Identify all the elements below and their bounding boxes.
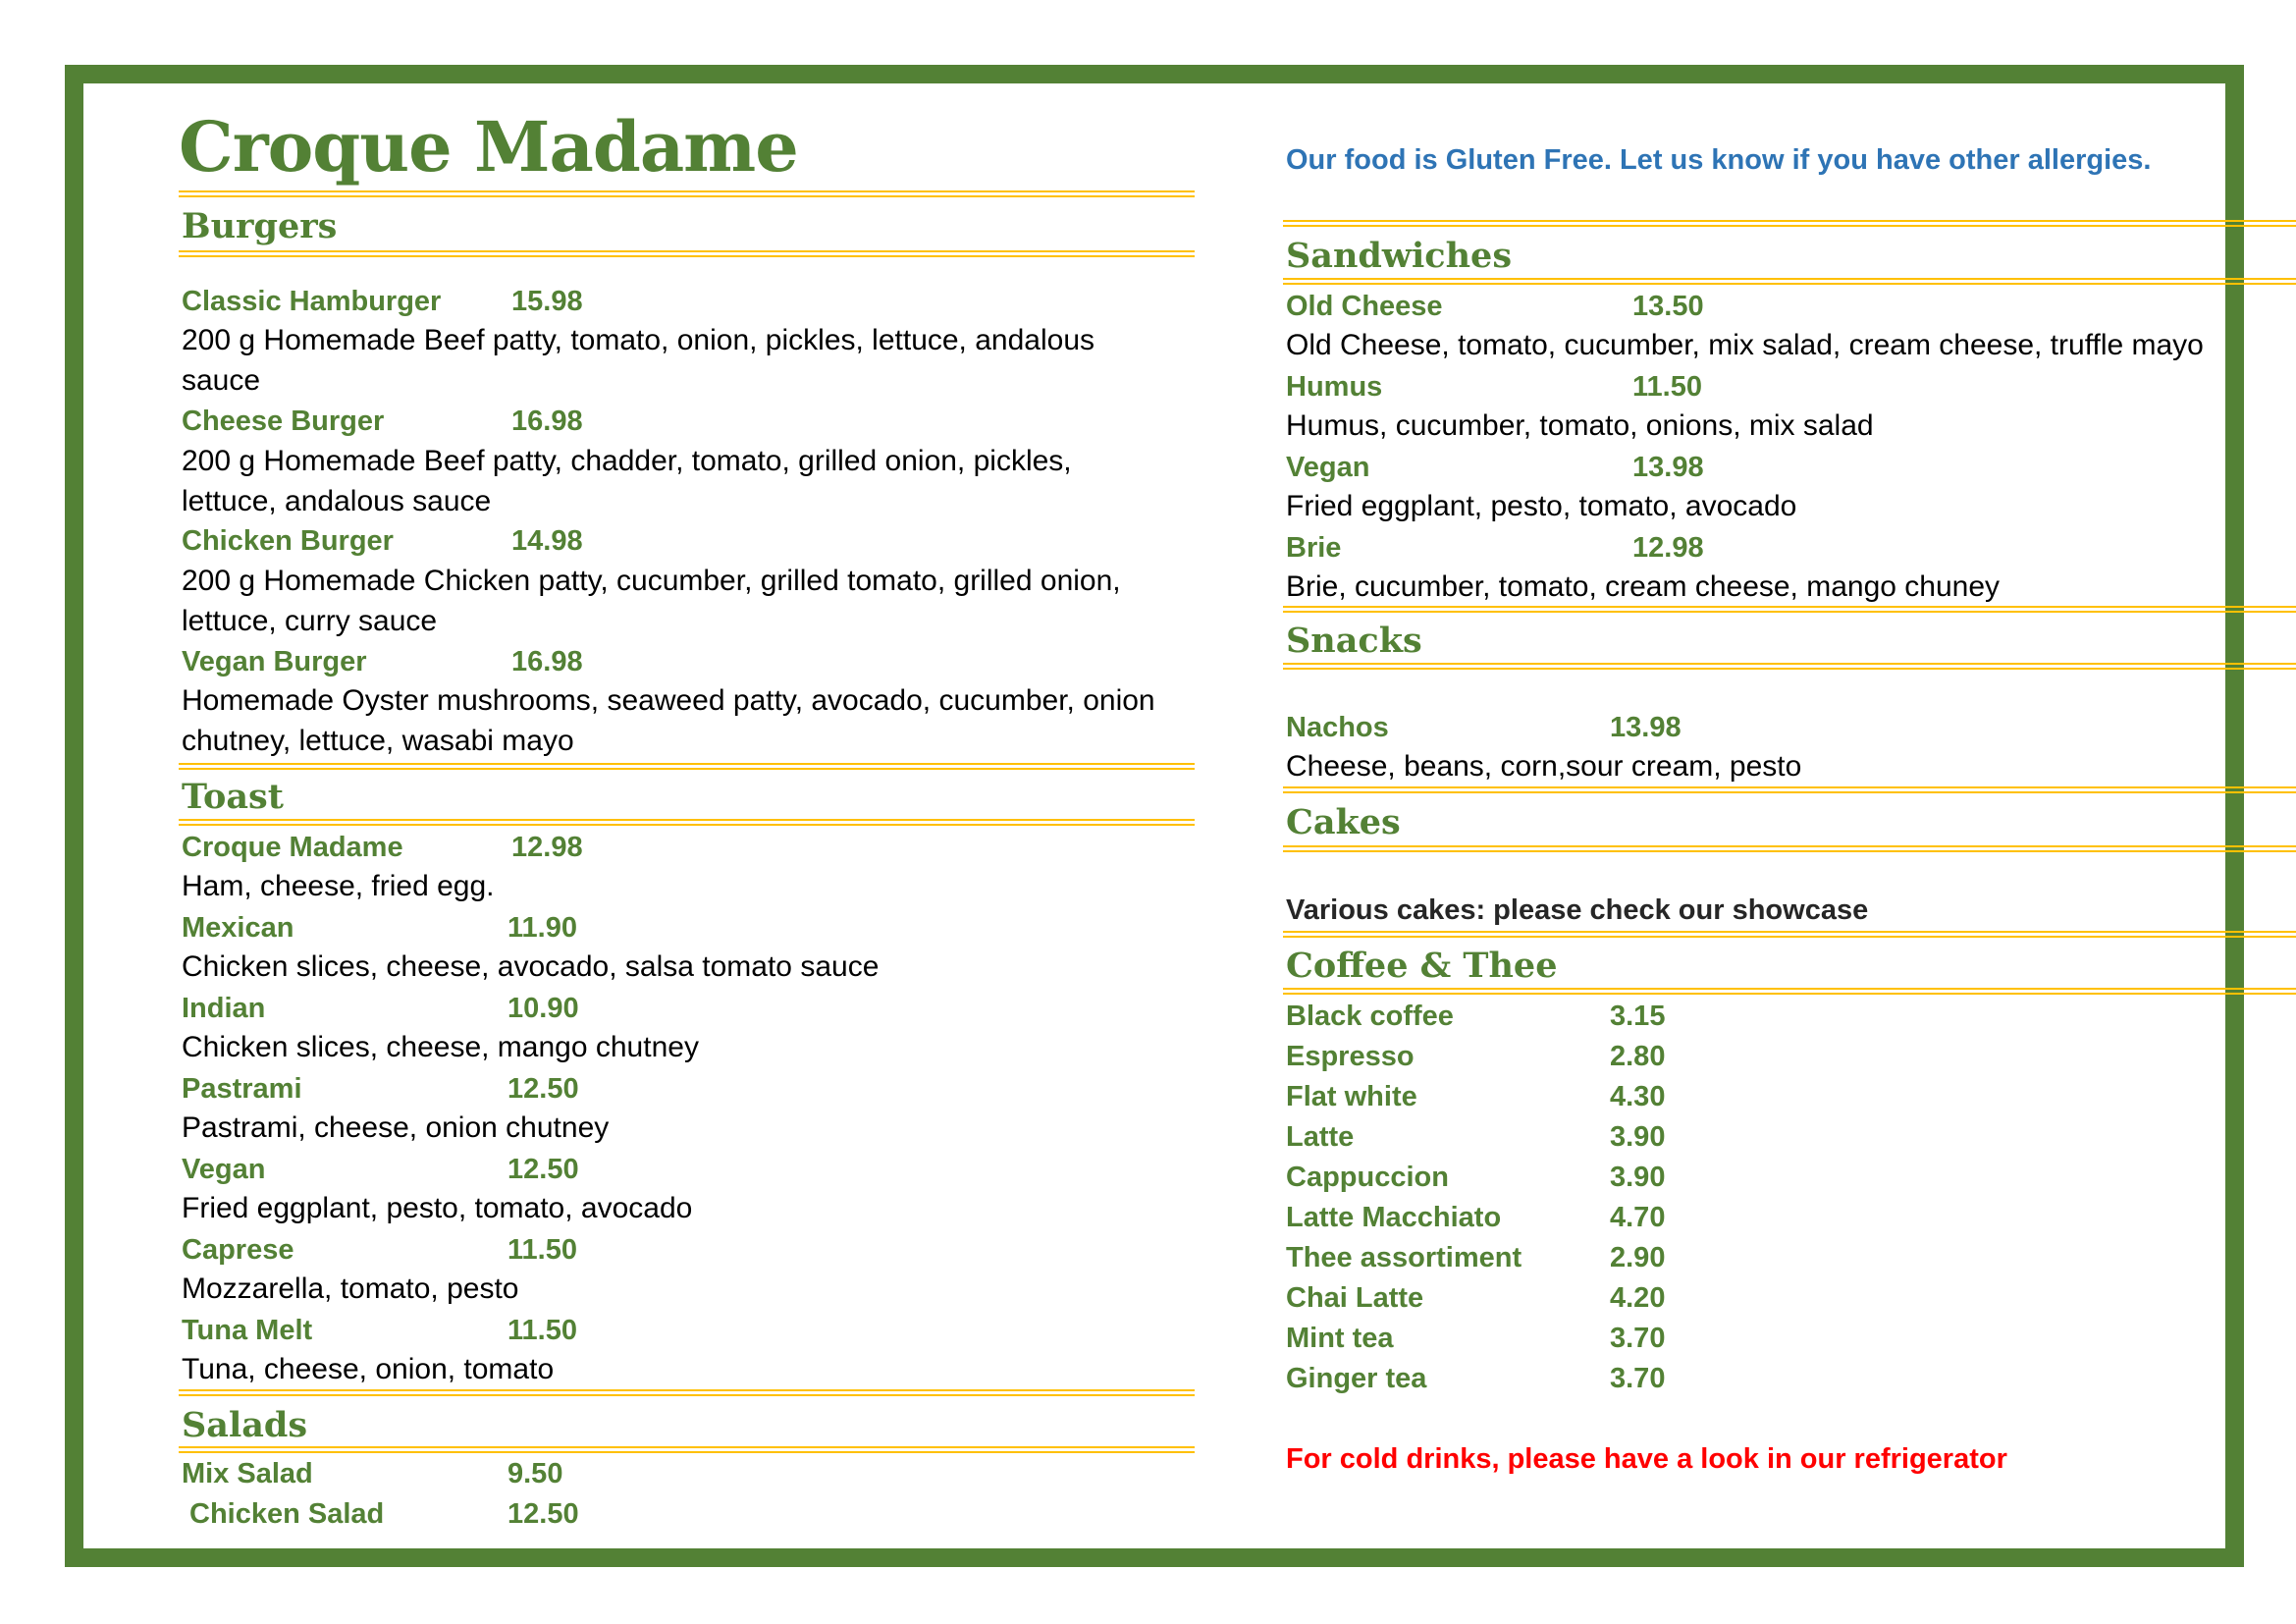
- menu-item-price: 16.98: [511, 646, 583, 677]
- menu-item-price: 3.15: [1610, 1001, 1666, 1032]
- menu-item-price: 4.30: [1610, 1081, 1666, 1112]
- section-heading-coffee: Coffee & Thee: [1286, 946, 1558, 986]
- menu-item-description: Fried eggplant, pesto, tomato, avocado: [1286, 490, 1797, 522]
- menu-item-name: Mint tea: [1286, 1323, 1394, 1354]
- menu-item-name: Vegan Burger: [182, 646, 367, 677]
- menu-item-description: Pastrami, cheese, onion chutney: [182, 1111, 610, 1144]
- menu-item-name: Croque Madame: [182, 832, 403, 863]
- divider-rule: [1283, 663, 2296, 670]
- cakes-note: Various cakes: please check our showcase: [1286, 894, 1869, 926]
- menu-item-name: Vegan: [1286, 452, 1370, 483]
- menu-item-name: Chicken Salad: [189, 1498, 385, 1530]
- menu-item-name: Cappuccion: [1286, 1162, 1449, 1193]
- menu-item-price: 11.50: [1632, 371, 1702, 403]
- menu-item-price: 4.20: [1610, 1282, 1666, 1314]
- menu-item-name: Thee assortiment: [1286, 1242, 1522, 1273]
- menu-item-description: 200 g Homemade Chicken patty, cucumber, grilled tomato, grilled onion,: [182, 565, 1121, 597]
- divider-rule: [179, 250, 1195, 257]
- menu-item-description: lettuce, andalous sauce: [182, 485, 492, 517]
- menu-item-price: 2.80: [1610, 1041, 1666, 1072]
- divider-rule: [179, 763, 1195, 770]
- menu-item-description: 200 g Homemade Beef patty, chadder, tomato, grilled onion, pickles,: [182, 445, 1072, 477]
- menu-item-description: sauce: [182, 364, 261, 397]
- menu-item-description: chutney, lettuce, wasabi mayo: [182, 725, 574, 757]
- menu-item-name: Espresso: [1286, 1041, 1415, 1072]
- allergy-note: Our food is Gluten Free. Let us know if you have other allergies.: [1286, 144, 2152, 176]
- divider-rule: [1283, 845, 2296, 852]
- menu-item-name: Mix Salad: [182, 1458, 313, 1489]
- menu-item-price: 3.70: [1610, 1363, 1666, 1394]
- menu-item-name: Mexican: [182, 912, 294, 944]
- menu-item-description: Chicken slices, cheese, mango chutney: [182, 1031, 699, 1063]
- menu-item-description: Humus, cucumber, tomato, onions, mix salad: [1286, 409, 1874, 442]
- menu-item-description: Ham, cheese, fried egg.: [182, 870, 495, 902]
- menu-item-price: 13.50: [1632, 291, 1704, 322]
- menu-item-price: 12.50: [507, 1154, 579, 1185]
- section-heading-sandwiches: Sandwiches: [1286, 236, 1513, 276]
- menu-item-price: 11.50: [507, 1315, 577, 1346]
- menu-item-name: Vegan: [182, 1154, 266, 1185]
- menu-item-name: Chai Latte: [1286, 1282, 1424, 1314]
- menu-item-name: Brie: [1286, 532, 1342, 564]
- menu-item-name: Pastrami: [182, 1073, 302, 1105]
- divider-rule: [1283, 220, 2296, 227]
- menu-item-price: 15.98: [511, 286, 583, 317]
- menu-item-price: 3.90: [1610, 1121, 1666, 1153]
- menu-item-description: Homemade Oyster mushrooms, seaweed patty, avocado, cucumber, onion: [182, 684, 1155, 717]
- divider-rule: [1283, 931, 2296, 938]
- menu-item-description: Fried eggplant, pesto, tomato, avocado: [182, 1192, 693, 1224]
- menu-item-price: 16.98: [511, 406, 583, 437]
- section-heading-snacks: Snacks: [1286, 621, 1422, 661]
- menu-item-description: Cheese, beans, corn,sour cream, pesto: [1286, 750, 1802, 783]
- menu-item-name: Flat white: [1286, 1081, 1417, 1112]
- menu-item-name: Indian: [182, 993, 266, 1024]
- menu-item-description: lettuce, curry sauce: [182, 605, 438, 637]
- menu-item-description: Old Cheese, tomato, cucumber, mix salad, cream cheese, truffle mayo: [1286, 329, 2204, 361]
- menu-item-name: Tuna Melt: [182, 1315, 313, 1346]
- section-heading-salads: Salads: [182, 1405, 308, 1445]
- menu-item-name: Classic Hamburger: [182, 286, 442, 317]
- menu-item-price: 12.50: [507, 1498, 579, 1530]
- cold-drinks-note: For cold drinks, please have a look in our refrigerator: [1286, 1443, 2007, 1475]
- menu-item-price: 13.98: [1632, 452, 1704, 483]
- divider-rule: [179, 1446, 1195, 1453]
- menu-item-name: Latte: [1286, 1121, 1355, 1153]
- section-heading-cakes: Cakes: [1286, 802, 1401, 842]
- divider-rule: [179, 1389, 1195, 1396]
- menu-item-description: Brie, cucumber, tomato, cream cheese, mango chuney: [1286, 570, 2001, 603]
- menu-item-name: Nachos: [1286, 712, 1389, 743]
- menu-item-name: Old Cheese: [1286, 291, 1443, 322]
- divider-rule: [1283, 988, 2296, 995]
- divider-rule: [1283, 278, 2296, 285]
- menu-item-description: Mozzarella, tomato, pesto: [182, 1272, 519, 1305]
- divider-rule: [179, 190, 1195, 197]
- section-heading-burgers: Burgers: [182, 206, 338, 246]
- section-heading-toast: Toast: [182, 777, 284, 817]
- menu-item-name: Ginger tea: [1286, 1363, 1427, 1394]
- menu-item-description: Chicken slices, cheese, avocado, salsa tomato sauce: [182, 950, 880, 983]
- menu-item-price: 3.70: [1610, 1323, 1666, 1354]
- menu-item-price: 12.50: [507, 1073, 579, 1105]
- menu-item-name: Humus: [1286, 371, 1383, 403]
- menu-item-name: Latte Macchiato: [1286, 1202, 1502, 1233]
- divider-rule: [1283, 786, 2296, 793]
- divider-rule: [1283, 606, 2296, 613]
- menu-page: [81, 81, 2227, 1550]
- menu-item-description: 200 g Homemade Beef patty, tomato, onion, pickles, lettuce, andalous: [182, 324, 1095, 356]
- menu-item-name: Cheese Burger: [182, 406, 385, 437]
- menu-item-description: Tuna, cheese, onion, tomato: [182, 1353, 555, 1385]
- menu-item-price: 12.98: [511, 832, 583, 863]
- menu-item-price: 11.50: [507, 1234, 577, 1266]
- menu-item-name: Black coffee: [1286, 1001, 1454, 1032]
- menu-item-name: Caprese: [182, 1234, 294, 1266]
- menu-item-name: Chicken Burger: [182, 525, 394, 557]
- menu-item-price: 9.50: [507, 1458, 563, 1489]
- menu-item-price: 10.90: [507, 993, 579, 1024]
- menu-item-price: 12.98: [1632, 532, 1704, 564]
- divider-rule: [179, 819, 1195, 826]
- menu-title: Croque Madame: [179, 106, 798, 188]
- menu-item-price: 11.90: [507, 912, 577, 944]
- menu-item-price: 2.90: [1610, 1242, 1666, 1273]
- menu-item-price: 4.70: [1610, 1202, 1666, 1233]
- menu-item-price: 13.98: [1610, 712, 1682, 743]
- menu-item-price: 3.90: [1610, 1162, 1666, 1193]
- menu-item-price: 14.98: [511, 525, 583, 557]
